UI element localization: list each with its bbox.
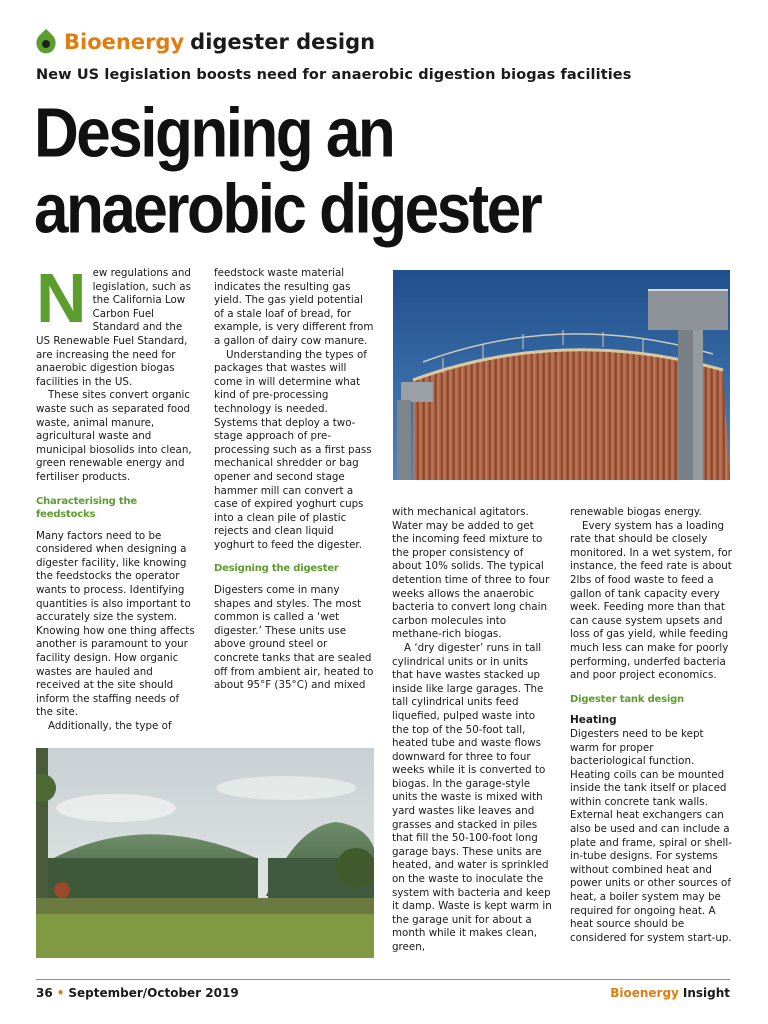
issue-date: September/October 2019 [68, 986, 239, 1000]
column-4 [570, 506, 732, 945]
subheading: Digester tank design [570, 693, 684, 705]
paragraph: Every system has a loading rate that should be closely monitored. In a wet system, for instance, the feed rate is about 2lbs of food waste to feed a gallon of tank capacity every week. Feeding more than that can cause system upsets and loss of gas yield, while feeding much less can make for poorly performing, underfed bacteria and poor project economics. [570, 519, 732, 682]
footer-brand [610, 986, 730, 1000]
section-label-accent: Bioenergy [64, 30, 185, 54]
column-2 [214, 267, 374, 693]
paragraph: with mechanical agitators. Water may be added to get the incoming feed mixture to the proper consistency of about 10% solids. The typical detention time of three to four weeks allows the anaerobic bacteria to convert long chain carbon molecules into methane-rich biogas. [392, 506, 550, 641]
section-label: digester design [190, 30, 376, 54]
green-digesters-photo [36, 748, 374, 958]
headline-line-1: Designing an [34, 94, 394, 173]
drop-cap: N [36, 259, 87, 337]
paragraph: Digesters come in many shapes and styles. The most common is called a ‘wet digester.’ These units use above ground steel or concrete tanks that are sealed off from ambient air, heated to about 95°F (35°C) and mixed [214, 584, 374, 692]
subheading-heating: Heating [570, 714, 617, 727]
footer-page-info [36, 986, 239, 1000]
digester-tank-photo [393, 270, 730, 480]
brand-accent: Bioenergy [610, 986, 679, 1000]
headline-line-2: anaerobic digester [34, 171, 541, 249]
paragraph: US Renewable Fuel Standard, are increasing the need for anaerobic digestion biogas facilities in the US. [36, 334, 188, 388]
paragraph: Many factors need to be considered when designing a digester facility, like knowing the feedstocks the operator wants to process. Identifying quantities is also important to accurately size the system. Knowing how one thing affects another is paramount to your facility design. How organic wastes are hauled and received at the site should inform the staffing needs of the site. [36, 529, 195, 719]
section-header [36, 30, 375, 54]
subheading: Characterising the feedstocks [36, 495, 137, 521]
bullet-separator: • [56, 986, 65, 1000]
paragraph: Additionally, the type of [48, 720, 172, 732]
paragraph: feedstock waste material indicates the resulting gas yield. The gas yield potential of a stale loaf of bread, for example, is very different from a gallon of dairy cow manure. [214, 267, 374, 347]
brand-rest: Insight [682, 986, 730, 1000]
footer-divider [36, 979, 730, 980]
article-headline [34, 96, 540, 248]
leaf-icon [36, 31, 58, 53]
subheading: Designing the digester [214, 563, 339, 575]
paragraph: Understanding the types of packages that wastes will come in will determine what kind of pre-processing technology is needed. Systems that deploy a two-stage approach of pre-processing such as a first pass mechanical shredder or bag opener and second stage hammer mill can convert a case of expired yoghurt cups into a clean pile of plastic rejects and clean liquid yoghurt to feed the digester. [214, 348, 372, 551]
page-number: 36 [36, 986, 53, 1000]
column-3 [392, 506, 552, 955]
paragraph: ew regulations and legislation, such as the California Low Carbon Fuel Standard and the [92, 267, 191, 334]
article-subtitle: New US legislation boosts need for anaerobic digestion biogas facilities [36, 67, 632, 83]
paragraph: These sites convert organic waste such as separated food waste, animal manure, agricultural waste and municipal biosolids into clean, green renewable energy and fertiliser products. [36, 389, 192, 483]
paragraph: Digesters need to be kept warm for proper bacteriological function. Heating coils can be mounted inside the tank itself or placed within concrete tank walls. External heat exchangers can also be used and can include a plate and frame, spiral or shell-in-tube designs. For systems without combined heat and power units or other sources of heat, a boiler system may be required for ongoing heat. A heat source should be considered for system start-up. [570, 727, 732, 944]
column-1 [36, 259, 196, 734]
paragraph: renewable biogas energy. [570, 506, 702, 518]
paragraph: A ‘dry digester’ runs in tall cylindrical units or in units that have wastes stacked up inside like large garages. The tall cylindrical units feed liquefied, pulped waste into the top of the 50-foot tall, heated tube and waste flows downward for three to four weeks while it is converted to biogas. In the garage-style units the waste is mixed with yard wastes like leaves and grasses and stacked in piles that fill the 50-100-foot long garage bays. These units are heated, and water is sprinkled on the waste to inoculate the system with bacteria and keep it damp. Waste is kept warm in the garage unit for about a month while it makes clean, green, [392, 641, 552, 953]
